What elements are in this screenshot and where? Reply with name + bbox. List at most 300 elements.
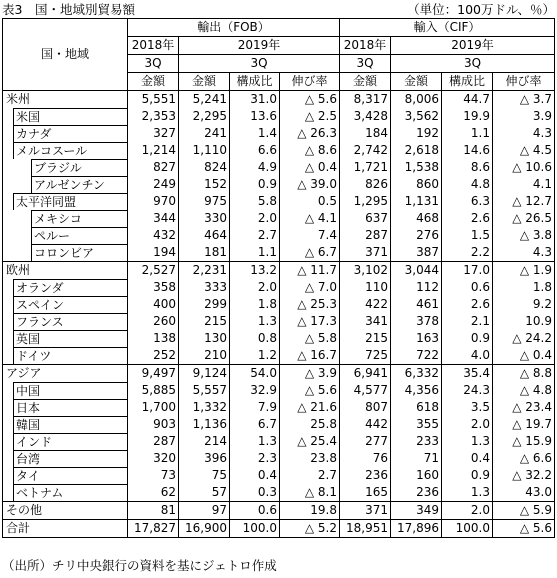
import-2018-amount-cell: 277 — [340, 433, 391, 450]
export-share-cell: 54.0 — [230, 365, 280, 383]
import-share-cell: 17.0 — [442, 262, 493, 280]
export-growth-cell: △ 2.5 — [280, 108, 340, 125]
region-name: 韓国 — [13, 416, 127, 433]
export-growth-cell: △ 0.4 — [280, 159, 340, 176]
table-row — [3, 210, 555, 227]
imports-header: 輸入（CIF） — [340, 19, 555, 37]
export-2019-amount-cell: 1,110 — [179, 142, 230, 159]
import-share-cell: 0.4 — [442, 450, 493, 467]
export-growth-cell: △ 4.1 — [280, 210, 340, 227]
export-growth-cell: △ 21.6 — [280, 399, 340, 416]
import-quarter-2018: 3Q — [340, 55, 391, 73]
import-share-cell: 1.1 — [442, 125, 493, 142]
table-row — [3, 467, 555, 484]
export-growth-cell: △ 11.7 — [280, 262, 340, 280]
import-share-cell: 44.7 — [442, 91, 493, 109]
export-growth-cell: △ 16.7 — [280, 347, 340, 365]
import-2018-amount-cell: 165 — [340, 484, 391, 502]
import-2018-amount-cell: 2,742 — [340, 142, 391, 159]
export-2018-amount-cell: 344 — [128, 210, 179, 227]
table-caption — [2, 1, 555, 18]
region-name: インド — [13, 433, 127, 450]
region-name-cell — [3, 502, 128, 520]
import-growth-cell: 43.0 — [493, 484, 555, 502]
export-2018-amount-cell: 287 — [128, 433, 179, 450]
import-2019-amount-cell: 17,896 — [391, 520, 442, 538]
region-name: 米国 — [13, 108, 127, 125]
import-2019-amount-cell: 1,538 — [391, 159, 442, 176]
import-2018-amount-cell: 6,941 — [340, 365, 391, 383]
export-growth-cell: △ 5.8 — [280, 330, 340, 347]
import-growth-cell: △ 10.6 — [493, 159, 555, 176]
region-name: 合計 — [6, 521, 31, 535]
import-growth-cell: △ 1.9 — [493, 262, 555, 280]
import-growth-cell: 4.3 — [493, 125, 555, 142]
export-2018-amount-cell: 62 — [128, 484, 179, 502]
table-body — [3, 91, 555, 538]
export-growth-cell: 25.8 — [280, 416, 340, 433]
export-share-cell: 1.4 — [230, 125, 280, 142]
import-growth-cell: △ 3.8 — [493, 227, 555, 244]
export-growth-cell: △ 5.6 — [280, 91, 340, 109]
import-share-cell: 0.6 — [442, 279, 493, 296]
import-2018-amount-cell: 3,102 — [340, 262, 391, 280]
export-2019-amount-cell: 215 — [179, 313, 230, 330]
import-2018-amount-cell: 341 — [340, 313, 391, 330]
export-2019-amount-cell: 824 — [179, 159, 230, 176]
export-2019-amount-cell: 16,900 — [179, 520, 230, 538]
export-share-cell: 2.3 — [230, 450, 280, 467]
import-share-cell: 2.6 — [442, 210, 493, 227]
region-name-cell — [3, 125, 128, 142]
region-name: メルコスール — [13, 142, 127, 159]
import-2018-amount-cell: 1,295 — [340, 193, 391, 210]
region-name-cell — [3, 467, 128, 484]
export-2018-amount-cell: 327 — [128, 125, 179, 142]
export-2019-amount-cell: 5,241 — [179, 91, 230, 109]
import-2018-amount-cell: 287 — [340, 227, 391, 244]
export-2019-amount-cell: 75 — [179, 467, 230, 484]
table-row — [3, 484, 555, 502]
export-growth-cell: △ 6.7 — [280, 244, 340, 262]
export-2019-amount-cell: 299 — [179, 296, 230, 313]
export-2019-amount-cell: 241 — [179, 125, 230, 142]
export-2018-amount-cell: 73 — [128, 467, 179, 484]
export-share-cell: 5.8 — [230, 193, 280, 210]
export-2019-amount-cell: 464 — [179, 227, 230, 244]
table-row — [3, 433, 555, 450]
region-name: コロンビア — [31, 244, 127, 261]
import-2018-amount-cell: 18,951 — [340, 520, 391, 538]
import-2018-amount-cell: 637 — [340, 210, 391, 227]
import-2018-amount-cell: 371 — [340, 244, 391, 262]
region-name-cell — [3, 142, 128, 159]
region-name: ドイツ — [13, 347, 127, 364]
import-share-cell: 1.3 — [442, 433, 493, 450]
export-2019-amount-cell: 330 — [179, 210, 230, 227]
import-amount-2019-header: 金額 — [391, 73, 442, 91]
export-share-cell: 31.0 — [230, 91, 280, 109]
export-2019-amount-cell: 396 — [179, 450, 230, 467]
export-2018-amount-cell: 1,214 — [128, 142, 179, 159]
import-share-cell: 2.0 — [442, 502, 493, 520]
export-2018-amount-cell: 2,527 — [128, 262, 179, 280]
import-2019-amount-cell: 722 — [391, 347, 442, 365]
import-2018-amount-cell: 442 — [340, 416, 391, 433]
export-share-cell: 4.9 — [230, 159, 280, 176]
export-2018-amount-cell: 320 — [128, 450, 179, 467]
import-2019-amount-cell: 6,332 — [391, 365, 442, 383]
import-growth-cell: 4.3 — [493, 244, 555, 262]
table-row — [3, 416, 555, 433]
export-share-cell: 0.9 — [230, 176, 280, 193]
import-share-cell: 100.0 — [442, 520, 493, 538]
import-2018-amount-cell: 8,317 — [340, 91, 391, 109]
import-growth-cell: △ 3.7 — [493, 91, 555, 109]
import-share-cell: 1.3 — [442, 484, 493, 502]
import-growth-cell: △ 4.5 — [493, 142, 555, 159]
export-share-cell: 1.2 — [230, 347, 280, 365]
import-growth-cell: 4.1 — [493, 176, 555, 193]
table-title: 表3 国・地域別貿易額 — [2, 2, 135, 17]
import-growth-cell: △ 32.2 — [493, 467, 555, 484]
region-name-cell — [3, 159, 128, 176]
region-name: タイ — [13, 467, 127, 484]
export-2018-amount-cell: 138 — [128, 330, 179, 347]
region-name-cell — [3, 330, 128, 347]
region-name: カナダ — [13, 125, 127, 142]
import-growth-cell: △ 15.9 — [493, 433, 555, 450]
region-name-cell — [3, 347, 128, 365]
import-amount-2018-header: 金額 — [340, 73, 391, 91]
region-name-cell — [3, 91, 128, 109]
export-2019-amount-cell: 130 — [179, 330, 230, 347]
table-row — [3, 125, 555, 142]
export-share-cell: 6.7 — [230, 416, 280, 433]
trade-table — [2, 18, 555, 538]
region-name: 台湾 — [13, 450, 127, 467]
export-share-cell: 1.8 — [230, 296, 280, 313]
import-2019-amount-cell: 276 — [391, 227, 442, 244]
import-2019-amount-cell: 349 — [391, 502, 442, 520]
region-name: その他 — [6, 503, 43, 517]
export-growth-cell: △ 25.3 — [280, 296, 340, 313]
region-name: アルゼンチン — [31, 176, 127, 193]
export-growth-cell: △ 5.6 — [280, 382, 340, 399]
table-row — [3, 262, 555, 280]
export-2019-amount-cell: 210 — [179, 347, 230, 365]
export-growth-cell: △ 8.1 — [280, 484, 340, 502]
import-2019-amount-cell: 112 — [391, 279, 442, 296]
region-name: 太平洋同盟 — [13, 193, 127, 210]
import-growth-cell: 1.8 — [493, 279, 555, 296]
export-2018-amount-cell: 358 — [128, 279, 179, 296]
import-year-2019: 2019年 — [391, 37, 555, 55]
export-2019-amount-cell: 181 — [179, 244, 230, 262]
region-name: 日本 — [13, 399, 127, 416]
export-share-cell: 2.0 — [230, 210, 280, 227]
import-year-2018: 2018年 — [340, 37, 391, 55]
import-2018-amount-cell: 807 — [340, 399, 391, 416]
export-2018-amount-cell: 400 — [128, 296, 179, 313]
export-2018-amount-cell: 249 — [128, 176, 179, 193]
table-row — [3, 347, 555, 365]
import-growth-cell: △ 4.8 — [493, 382, 555, 399]
import-growth-cell: △ 6.6 — [493, 450, 555, 467]
table-row — [3, 450, 555, 467]
export-share-cell: 2.0 — [230, 279, 280, 296]
import-share-cell: 1.5 — [442, 227, 493, 244]
region-name-cell — [3, 108, 128, 125]
table-row — [3, 193, 555, 210]
import-share-cell: 4.8 — [442, 176, 493, 193]
import-growth-header: 伸び率 — [493, 73, 555, 91]
table-row — [3, 176, 555, 193]
region-name-cell — [3, 450, 128, 467]
region-name-cell — [3, 193, 128, 210]
region-name: フランス — [13, 313, 127, 330]
import-2018-amount-cell: 184 — [340, 125, 391, 142]
region-header: 国・地域 — [3, 19, 128, 91]
export-share-cell: 0.8 — [230, 330, 280, 347]
import-2018-amount-cell: 215 — [340, 330, 391, 347]
import-2018-amount-cell: 76 — [340, 450, 391, 467]
export-growth-cell: 23.8 — [280, 450, 340, 467]
import-2018-amount-cell: 422 — [340, 296, 391, 313]
region-name: メキシコ — [31, 210, 127, 227]
export-quarter-2019: 3Q — [179, 55, 340, 73]
import-2019-amount-cell: 860 — [391, 176, 442, 193]
export-2019-amount-cell: 97 — [179, 502, 230, 520]
export-2019-amount-cell: 2,231 — [179, 262, 230, 280]
export-2018-amount-cell: 5,885 — [128, 382, 179, 399]
import-growth-cell: △ 12.7 — [493, 193, 555, 210]
region-name-cell — [3, 244, 128, 262]
import-2018-amount-cell: 725 — [340, 347, 391, 365]
export-2019-amount-cell: 1,332 — [179, 399, 230, 416]
region-name-cell — [3, 296, 128, 313]
table-row — [3, 365, 555, 383]
import-share-cell: 2.2 — [442, 244, 493, 262]
import-2018-amount-cell: 1,721 — [340, 159, 391, 176]
region-name-cell — [3, 520, 128, 538]
import-2019-amount-cell: 163 — [391, 330, 442, 347]
import-growth-cell: △ 23.4 — [493, 399, 555, 416]
export-growth-cell: 0.5 — [280, 193, 340, 210]
export-2018-amount-cell: 194 — [128, 244, 179, 262]
import-2018-amount-cell: 110 — [340, 279, 391, 296]
region-name: オランダ — [13, 279, 127, 296]
export-2018-amount-cell: 970 — [128, 193, 179, 210]
import-growth-cell: 3.9 — [493, 108, 555, 125]
import-2019-amount-cell: 233 — [391, 433, 442, 450]
export-2019-amount-cell: 57 — [179, 484, 230, 502]
table-row — [3, 330, 555, 347]
region-name: 欧州 — [6, 263, 31, 277]
import-growth-cell: △ 8.8 — [493, 365, 555, 383]
export-share-cell: 32.9 — [230, 382, 280, 399]
import-2019-amount-cell: 8,006 — [391, 91, 442, 109]
region-name-cell — [3, 279, 128, 296]
export-2018-amount-cell: 827 — [128, 159, 179, 176]
table-row — [3, 244, 555, 262]
export-2019-amount-cell: 975 — [179, 193, 230, 210]
import-growth-cell: △ 0.4 — [493, 347, 555, 365]
export-2018-amount-cell: 1,700 — [128, 399, 179, 416]
region-name: ペルー — [31, 227, 127, 244]
export-amount-2018-header: 金額 — [128, 73, 179, 91]
import-2019-amount-cell: 1,131 — [391, 193, 442, 210]
region-name-cell — [3, 210, 128, 227]
import-share-header: 構成比 — [442, 73, 493, 91]
import-growth-cell: △ 26.5 — [493, 210, 555, 227]
export-amount-2019-header: 金額 — [179, 73, 230, 91]
import-2018-amount-cell: 826 — [340, 176, 391, 193]
region-name: アジア — [6, 366, 42, 380]
table-row — [3, 296, 555, 313]
table-row — [3, 227, 555, 244]
import-2019-amount-cell: 192 — [391, 125, 442, 142]
export-2019-amount-cell: 2,295 — [179, 108, 230, 125]
export-2018-amount-cell: 17,827 — [128, 520, 179, 538]
table-row — [3, 142, 555, 159]
import-share-cell: 4.0 — [442, 347, 493, 365]
export-growth-cell: △ 7.0 — [280, 279, 340, 296]
export-2018-amount-cell: 432 — [128, 227, 179, 244]
export-2019-amount-cell: 9,124 — [179, 365, 230, 383]
import-share-cell: 2.6 — [442, 296, 493, 313]
import-2019-amount-cell: 461 — [391, 296, 442, 313]
table-row — [3, 502, 555, 520]
import-share-cell: 6.3 — [442, 193, 493, 210]
import-share-cell: 2.0 — [442, 416, 493, 433]
import-2019-amount-cell: 160 — [391, 467, 442, 484]
import-2019-amount-cell: 387 — [391, 244, 442, 262]
export-quarter-2018: 3Q — [128, 55, 179, 73]
table-row — [3, 382, 555, 399]
import-2019-amount-cell: 378 — [391, 313, 442, 330]
export-growth-cell: 19.8 — [280, 502, 340, 520]
export-growth-header: 伸び率 — [280, 73, 340, 91]
import-growth-cell: △ 5.9 — [493, 502, 555, 520]
import-share-cell: 2.1 — [442, 313, 493, 330]
import-2019-amount-cell: 71 — [391, 450, 442, 467]
export-share-cell: 13.6 — [230, 108, 280, 125]
import-share-cell: 0.9 — [442, 330, 493, 347]
import-growth-cell: △ 5.6 — [493, 520, 555, 538]
region-name-cell — [3, 416, 128, 433]
export-2019-amount-cell: 5,557 — [179, 382, 230, 399]
export-growth-cell: 2.7 — [280, 467, 340, 484]
export-growth-cell: △ 39.0 — [280, 176, 340, 193]
region-name-cell — [3, 382, 128, 399]
import-2019-amount-cell: 3,044 — [391, 262, 442, 280]
export-share-cell: 0.6 — [230, 502, 280, 520]
import-2018-amount-cell: 4,577 — [340, 382, 391, 399]
export-share-cell: 1.1 — [230, 244, 280, 262]
export-share-cell: 6.6 — [230, 142, 280, 159]
export-share-cell: 2.7 — [230, 227, 280, 244]
region-name: ブラジル — [31, 159, 127, 176]
export-2019-amount-cell: 333 — [179, 279, 230, 296]
export-growth-cell: △ 5.2 — [280, 520, 340, 538]
import-share-cell: 3.5 — [442, 399, 493, 416]
table-row — [3, 108, 555, 125]
region-name-cell — [3, 399, 128, 416]
import-2019-amount-cell: 468 — [391, 210, 442, 227]
export-2018-amount-cell: 81 — [128, 502, 179, 520]
import-2018-amount-cell: 371 — [340, 502, 391, 520]
import-share-cell: 19.9 — [442, 108, 493, 125]
export-2019-amount-cell: 214 — [179, 433, 230, 450]
export-2018-amount-cell: 9,497 — [128, 365, 179, 383]
import-quarter-2019: 3Q — [391, 55, 555, 73]
table-row — [3, 313, 555, 330]
import-2018-amount-cell: 3,428 — [340, 108, 391, 125]
export-share-cell: 0.3 — [230, 484, 280, 502]
region-name-cell — [3, 484, 128, 502]
import-share-cell: 0.9 — [442, 467, 493, 484]
export-growth-cell: △ 3.9 — [280, 365, 340, 383]
export-2018-amount-cell: 260 — [128, 313, 179, 330]
region-name-cell — [3, 227, 128, 244]
exports-header: 輸出（FOB） — [128, 19, 340, 37]
import-2019-amount-cell: 4,356 — [391, 382, 442, 399]
export-share-cell: 1.3 — [230, 313, 280, 330]
import-growth-cell: △ 24.2 — [493, 330, 555, 347]
export-share-cell: 0.4 — [230, 467, 280, 484]
import-growth-cell: 9.2 — [493, 296, 555, 313]
export-growth-cell: 7.4 — [280, 227, 340, 244]
import-2019-amount-cell: 3,562 — [391, 108, 442, 125]
export-2018-amount-cell: 252 — [128, 347, 179, 365]
region-name-cell — [3, 262, 128, 280]
table-row — [3, 520, 555, 538]
import-share-cell: 24.3 — [442, 382, 493, 399]
region-name: ベトナム — [13, 484, 127, 501]
export-growth-cell: △ 17.3 — [280, 313, 340, 330]
region-name-cell — [3, 313, 128, 330]
export-2018-amount-cell: 2,353 — [128, 108, 179, 125]
region-name: スペイン — [13, 296, 127, 313]
import-share-cell: 8.6 — [442, 159, 493, 176]
export-growth-cell: △ 26.3 — [280, 125, 340, 142]
export-share-cell: 7.9 — [230, 399, 280, 416]
import-2019-amount-cell: 355 — [391, 416, 442, 433]
table-row — [3, 91, 555, 109]
region-name-cell — [3, 365, 128, 383]
region-name: 中国 — [13, 382, 127, 399]
region-name-cell — [3, 433, 128, 450]
export-2019-amount-cell: 1,136 — [179, 416, 230, 433]
export-share-header: 構成比 — [230, 73, 280, 91]
table-row — [3, 159, 555, 176]
source-note: （出所）チリ中央銀行の資料を基にジェトロ作成 — [2, 558, 277, 573]
import-growth-cell: 10.9 — [493, 313, 555, 330]
export-share-cell: 100.0 — [230, 520, 280, 538]
export-growth-cell: △ 8.6 — [280, 142, 340, 159]
table-row — [3, 399, 555, 416]
import-2019-amount-cell: 618 — [391, 399, 442, 416]
unit-note: （単位：100万ドル、％） — [407, 2, 555, 17]
export-year-2019: 2019年 — [179, 37, 340, 55]
import-share-cell: 14.6 — [442, 142, 493, 159]
region-name: 英国 — [13, 330, 127, 347]
export-growth-cell: △ 25.4 — [280, 433, 340, 450]
export-year-2018: 2018年 — [128, 37, 179, 55]
export-2018-amount-cell: 5,551 — [128, 91, 179, 109]
region-name-cell — [3, 176, 128, 193]
